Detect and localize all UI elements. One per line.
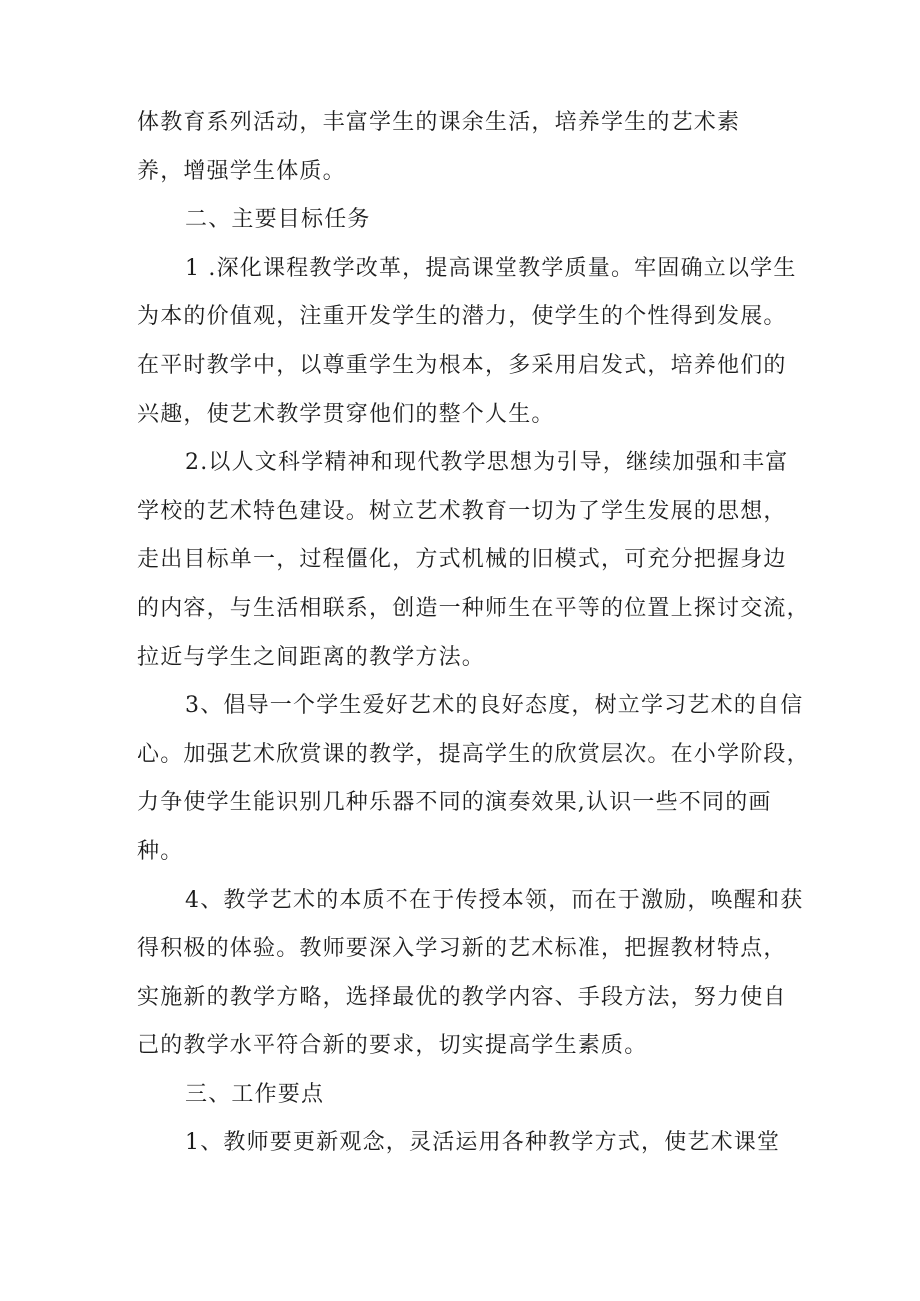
text-line: 走出目标单一，过程僵化，方式机械的旧模式，可充分把握身边 [137,547,787,573]
text-line: 在平时教学中，以尊重学生为根本，多采用启发式，培养他们的 [137,352,787,378]
text-line: 心。加强艺术欣赏课的教学，提高学生的欣赏层次。在小学阶段， [137,741,810,767]
text-line: 的内容，与生活相联系，创造一种师生在平等的位置上探讨交流， [137,595,810,621]
text-line: 实施新的教学方略，选择最优的教学内容、手段方法，努力使自 [137,984,787,1010]
text-line: 2.以人文科学精神和现代教学思想为引导，继续加强和丰富 [185,450,789,476]
text-line: 兴趣，使艺术教学贯穿他们的整个人生。 [137,401,555,427]
text-line: 得积极的体验。教师要深入学习新的艺术标准，把握教材特点， [137,936,787,962]
text-line: 己的教学水平符合新的要求，切实提高学生素质。 [137,1033,648,1059]
section-heading: 三、工作要点 [185,1081,325,1107]
text-line: 1、教师要更新观念，灵活运用各种教学方式，使艺术课堂 [185,1130,781,1156]
section-heading: 二、主要目标任务 [185,207,371,233]
text-line: 3、倡导一个学生爱好艺术的良好态度，树立学习艺术的自信 [185,693,804,719]
text-line: 4、教学艺术的本质不在于传授本领，而在于激励，唤醒和获 [185,887,804,913]
text-line: 拉近与学生之间距离的教学方法。 [137,644,486,670]
text-line: 种。 [137,838,184,864]
document-body [137,99,810,1168]
text-line: 体教育系列活动，丰富学生的课余生活，培养学生的艺术素 [137,110,741,135]
text-line: 养，增强学生体质。 [137,158,346,184]
text-line: 学校的艺术特色建设。树立艺术教育一切为了学生发展的思想， [137,498,787,524]
text-line: 为本的价值观，注重开发学生的潜力，使学生的个性得到发展。 [137,304,787,330]
text-line: 1 .深化课程教学改革，提高课堂教学质量。牢固确立以学生 [185,255,797,281]
text-line: 力争使学生能识别几种乐器不同的演奏效果,认识一些不同的画 [137,790,772,816]
